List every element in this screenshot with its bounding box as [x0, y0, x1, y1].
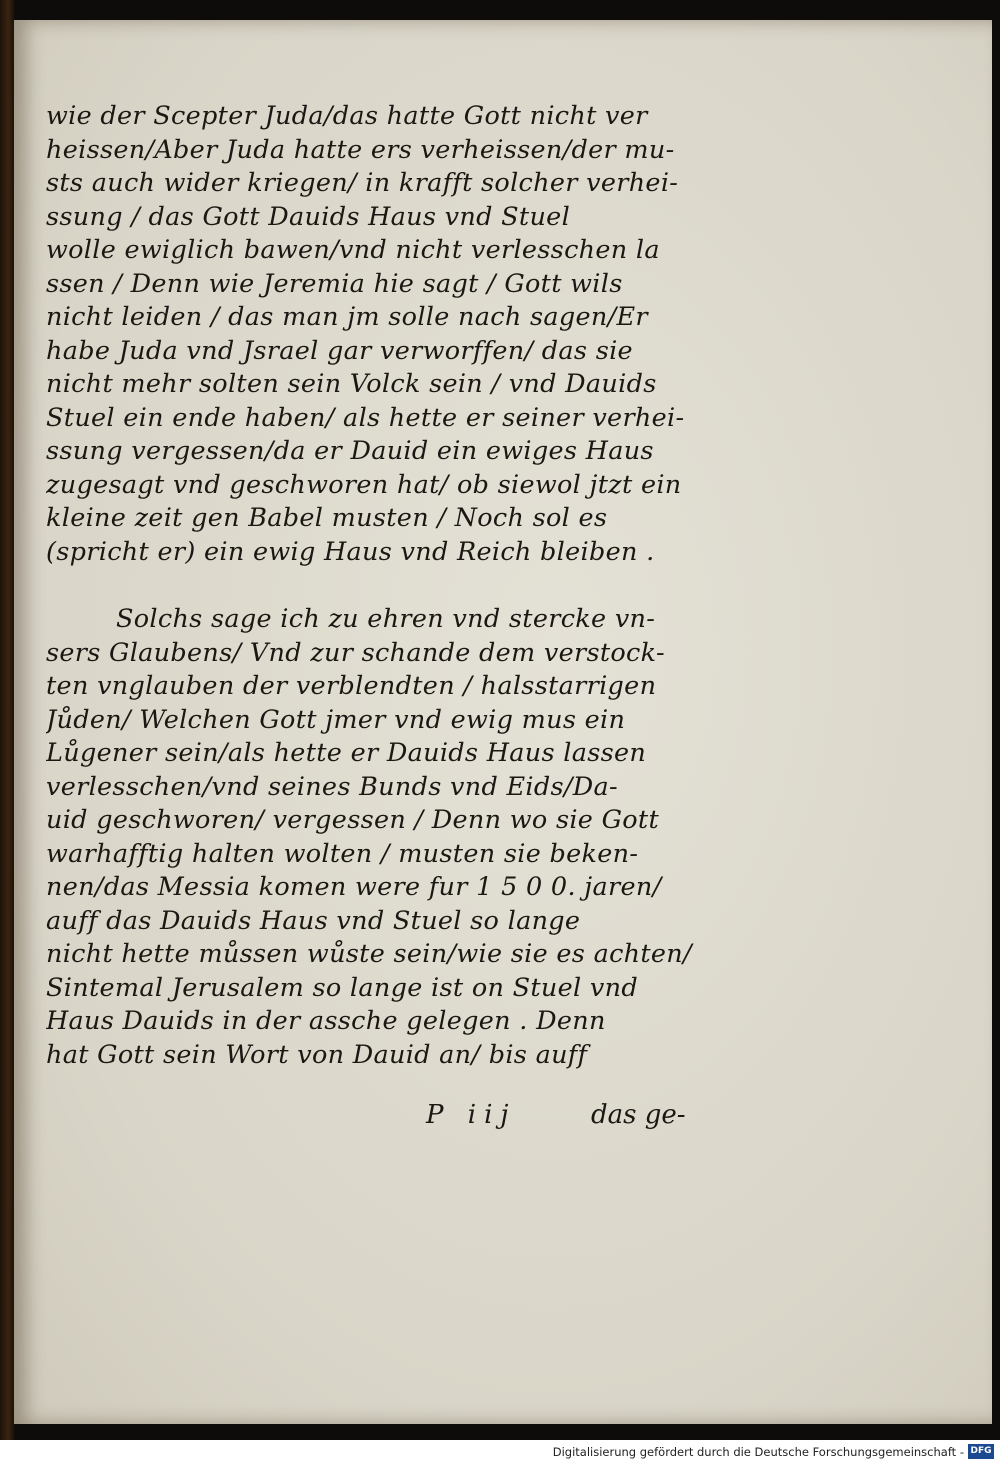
text-line: Solchs sage ich zu ehren vnd stercke vn-: [116, 604, 656, 634]
text-line: nicht leiden / das man jm solle nach sagen/Er: [46, 302, 648, 332]
text-line: ssung / das Gott Dauids Haus vnd Stuel: [46, 201, 571, 232]
text-line: zugesagt vnd geschworen hat/ ob siewol jtzt ein: [46, 469, 682, 500]
text-line: wie der Scepter Juda/das hatte Gott nicht ver: [46, 101, 648, 131]
paragraph-1: [46, 100, 726, 569]
text-line: kleine zeit gen Babel musten / Noch sol es: [46, 503, 608, 533]
text-line: sts auch wider kriegen/ in krafft solcher verhei-: [46, 168, 679, 198]
book-spine-edge: [0, 0, 14, 1440]
text-line: nicht hette můssen wůste sein/wie sie es achten/: [46, 939, 692, 969]
text-line: Jůden/ Welchen Gott jmer vnd ewig mus ein: [46, 704, 626, 735]
signature-mark: P iij: [426, 1100, 517, 1130]
text-line: warhafftig halten wolten / musten sie beken-: [46, 838, 639, 869]
text-line: sers Glaubens/ Vnd zur schande dem verstock-: [46, 637, 665, 668]
text-line: ssen / Denn wie Jeremia hie sagt / Gott wils: [46, 268, 623, 299]
text-line: wolle ewiglich bawen/vnd nicht verlesschen la: [46, 235, 660, 265]
text-line: nen/das Messia komen were fur 1 5 0 0. jaren/: [46, 872, 662, 902]
text-line: habe Juda vnd Jsrael gar verworffen/ das sie: [46, 335, 633, 366]
text-line: nicht mehr solten sein Volck sein / vnd Dauids: [46, 369, 657, 399]
dfg-logo[interactable]: DFG: [968, 1444, 994, 1459]
paragraph-gap: [46, 569, 726, 603]
text-line: hat Gott sein Wort von Dauid an/ bis auff: [46, 1039, 588, 1070]
text-line: uid geschworen/ vergessen / Denn wo sie Gott: [46, 805, 660, 835]
paragraph-2: [46, 603, 726, 1072]
catchword: das ge-: [591, 1100, 686, 1130]
text-line: Haus Dauids in der assche gelegen . Denn: [46, 1006, 606, 1036]
text-line: heissen/Aber Juda hatte ers verheissen/der mu-: [46, 134, 675, 165]
text-line: (spricht er) ein ewig Haus vnd Reich bleiben .: [46, 536, 655, 567]
page-footer-line: [46, 1100, 726, 1136]
text-line: Lůgener sein/als hette er Dauids Haus lassen: [46, 738, 647, 768]
text-line: ssung vergessen/da er Dauid ein ewiges Haus: [46, 436, 654, 466]
text-line: Sintemal Jerusalem so lange ist on Stuel vnd: [46, 972, 638, 1003]
text-line: ten vnglauben der verblendten / halsstarrigen: [46, 671, 657, 701]
digitization-footer: [0, 1440, 1000, 1464]
text-line: Stuel ein ende haben/ als hette er seiner verhei-: [46, 402, 685, 433]
text-line: auff das Dauids Haus vnd Stuel so lange: [46, 905, 581, 936]
body-text: [46, 100, 726, 1072]
funding-credit: Digitalisierung gefördert durch die Deutsche Forschungsgemeinschaft -: [552, 1445, 964, 1459]
text-line: verlesschen/vnd seines Bunds vnd Eids/Da-: [46, 771, 618, 802]
book-page: [14, 20, 992, 1424]
